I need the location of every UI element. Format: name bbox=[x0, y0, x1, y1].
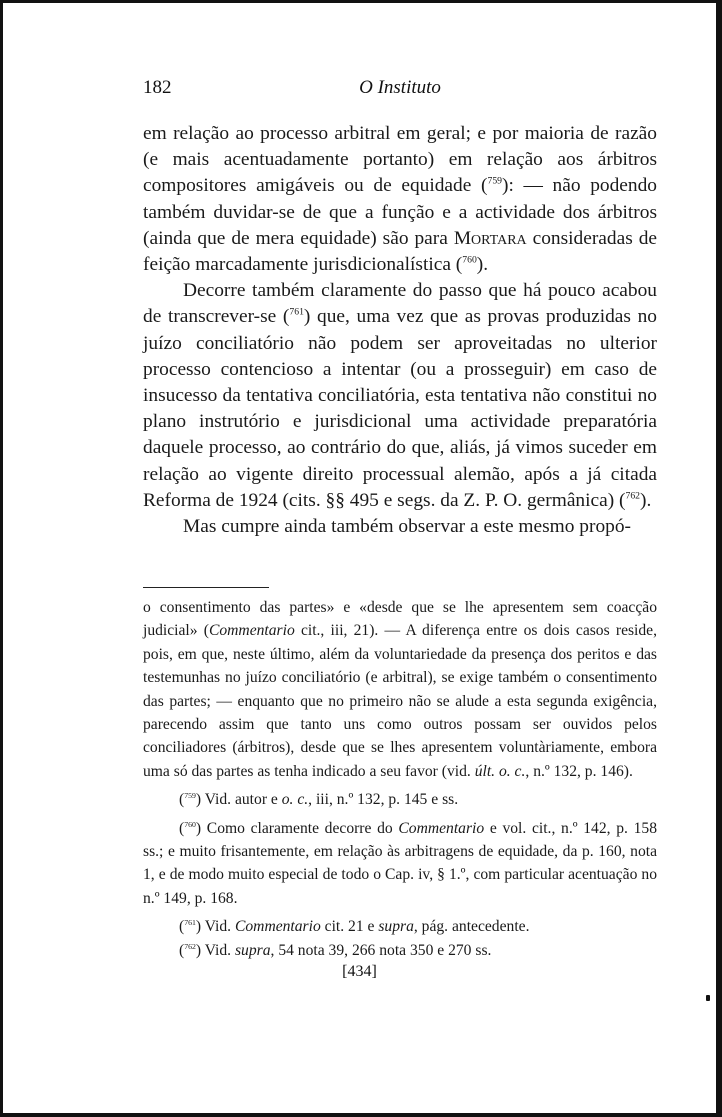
running-title: O Instituto bbox=[359, 77, 441, 98]
author-name: Mortara bbox=[453, 227, 527, 249]
footnote-marker: 760 bbox=[184, 819, 196, 829]
footer-page-number: [434] bbox=[342, 963, 377, 980]
footnote-760: ($^{760}$) Como claramente decorre do Commentario e vol. cit., n.º 142, p. 158 ss.; e muito frisantemente, em relação às arbitragens de equidade, da p. 160, nota 1, e de modo muito especial de todo o Cap. iv, § 1.º, com particular acentuação no n.º 149, p. 168. bbox=[143, 819, 658, 907]
footnote-759: ($^{759}$) Vid. autor e o. c., iii, n.º 132, p. 145 e ss. bbox=[179, 791, 459, 809]
footnote-761: ($^{761}$) Vid. Commentario cit. 21 e supra, pág. antecedente. bbox=[179, 918, 530, 936]
paragraph-1: em relação ao processo arbitral em geral; e por maioria de razão (e mais acentuadamente portanto) em relação aos árbitros compositores amigáveis ou de equidade ($^{759}$): — não podendo também duvidar-se de que a função e a actividade dos árbitros (ainda que de mera equidade) são para Mortara consideradas de feição marcadamente jurisdicionalística ($^{760}$). bbox=[143, 123, 657, 276]
footnote-separator bbox=[143, 587, 269, 588]
page-number: 182 bbox=[143, 77, 172, 98]
running-header bbox=[143, 77, 657, 107]
footnotes bbox=[143, 596, 657, 962]
page bbox=[3, 3, 716, 1113]
scan-speck bbox=[706, 995, 710, 1001]
footnote-continuation: o consentimento das partes» e «desde que se lhe apresentem sem coacção judicial» (Commentario cit., iii, 21). — A diferença entre os dois casos reside, pois, em que, neste último, além da voluntariedade da presença dos peritos e das testemunhas no juízo conciliatório (e arbitral), se exige também o consentimento das partes; — enquanto que no primeiro não se alude a esta segunda exigência, parecendo assim que tanto uns como outros possam ser ouvidos pelos conciliadores (árbitros), desde que se lhes apresentem voluntàriamente, embora uma só das partes as tenha indicado a seu favor (vid. últ. o. c., n.º 132, p. 146). bbox=[143, 599, 658, 780]
main-text bbox=[143, 121, 657, 540]
footnote-marker: 761 bbox=[184, 918, 196, 928]
footnote-ref-761: 761 bbox=[289, 306, 304, 318]
footnote-ref-762: 762 bbox=[625, 490, 641, 502]
paragraph-2: Decorre também claramente do passo que há pouco acabou de transcrever-se ($^{761}$) que, uma vez que as provas produzidas no juízo conciliatório não podem ser aproveitadas no ulterior processo contencioso a intentar (ou a prosseguir) em caso de insucesso da tentativa conciliatória, esta tentativa não constitui no plano instrutório e jurisdicional uma actividade preparatória daquele processo, ao contrário do que, aliás, já vimos suceder em relação ao vigente direito processual alemão, após a já citada Reforma de 1924 (cits. §§ 495 e segs. da Z. P. O. germânica) ($^{762}$). bbox=[143, 280, 657, 511]
footnote-ref-759: 759 bbox=[487, 175, 502, 187]
footnote-ref-760: 760 bbox=[462, 254, 477, 266]
footnote-762: ($^{762}$) Vid. supra, 54 nota 39, 266 nota 350 e 270 ss. bbox=[179, 941, 492, 959]
paragraph-3: Mas cumpre ainda também observar a este mesmo propó- bbox=[183, 516, 631, 538]
footnote-marker: 762 bbox=[184, 941, 196, 951]
footnote-marker: 759 bbox=[184, 791, 196, 801]
